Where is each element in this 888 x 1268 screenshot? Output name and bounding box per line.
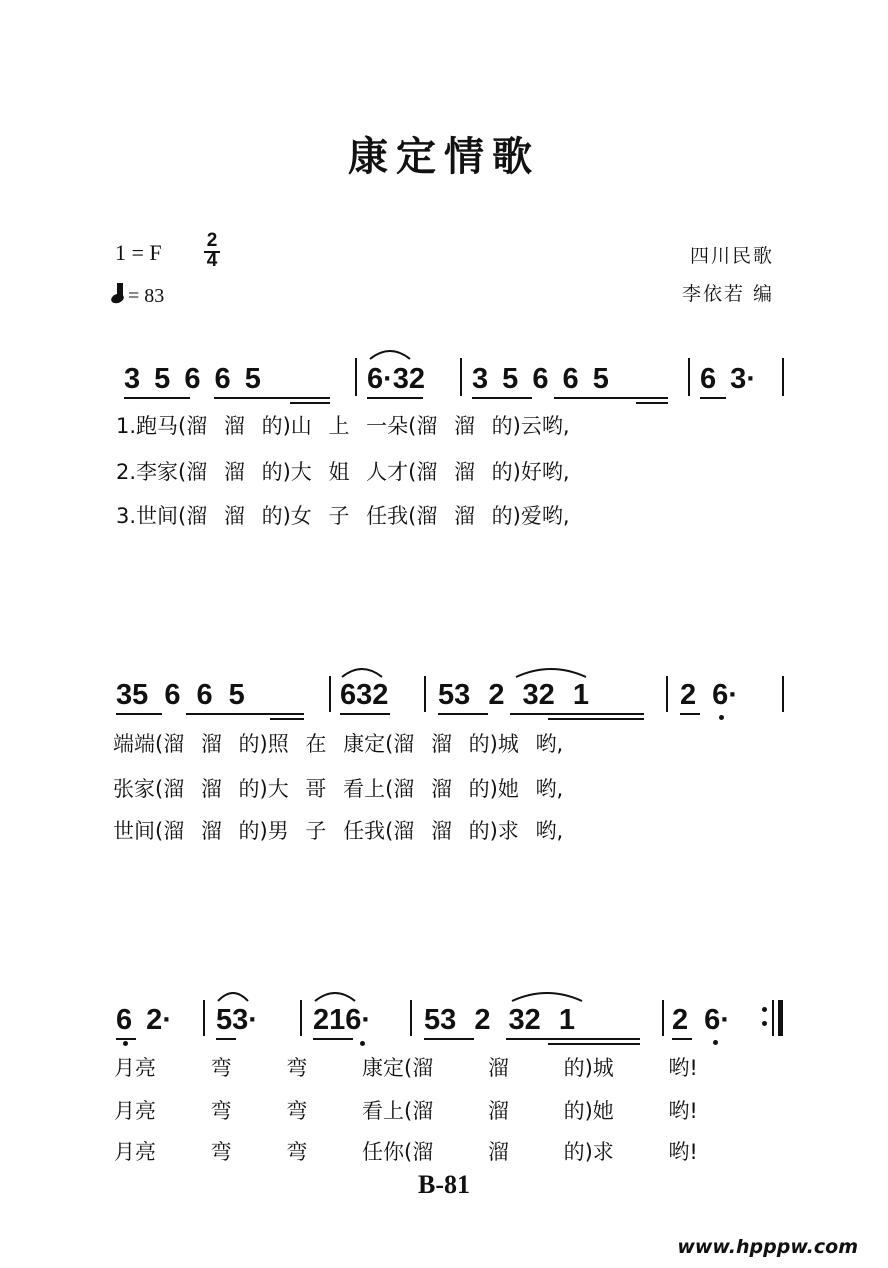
beam bbox=[472, 397, 532, 399]
beam bbox=[636, 402, 668, 404]
barline bbox=[460, 358, 462, 396]
slur bbox=[368, 346, 412, 360]
measure-1: 3 5 6 6 5 bbox=[124, 363, 261, 395]
watermark: www.hpppw.com bbox=[677, 1236, 858, 1258]
repeat-dot bbox=[762, 1007, 767, 1012]
beam bbox=[548, 1043, 640, 1045]
slur bbox=[510, 988, 584, 1002]
low-octave-dot bbox=[123, 1041, 128, 1046]
beam bbox=[367, 397, 423, 399]
measure-1: 6 2· bbox=[116, 1004, 172, 1036]
measure-3: 3 5 6 6 5 bbox=[472, 363, 609, 395]
final-barline-thick bbox=[778, 1000, 783, 1036]
time-signature-denominator: 4 bbox=[206, 250, 218, 271]
beam bbox=[548, 718, 644, 720]
beam bbox=[700, 397, 726, 399]
barline bbox=[355, 358, 357, 396]
beam bbox=[510, 713, 644, 715]
beam bbox=[116, 1038, 136, 1040]
barline bbox=[410, 1000, 412, 1036]
measure-3: 216· bbox=[313, 1004, 372, 1036]
slur bbox=[340, 664, 384, 678]
measure-1: 35 6 6 5 bbox=[116, 679, 245, 711]
beam bbox=[116, 713, 162, 715]
beam bbox=[290, 402, 330, 404]
lyric-line: 张家(溜 溜 的)大 哥 看上(溜 溜 的)她 哟, bbox=[113, 777, 564, 801]
lyric-line: 月亮 弯 弯 任你(溜 溜 的)求 哟! bbox=[114, 1140, 698, 1164]
beam bbox=[424, 1038, 474, 1040]
barline bbox=[662, 1000, 664, 1036]
beam bbox=[506, 1038, 640, 1040]
barline bbox=[424, 676, 426, 712]
lyric-line: 月亮 弯 弯 看上(溜 溜 的)她 哟! bbox=[114, 1099, 698, 1123]
measure-4: 6 3· bbox=[700, 363, 756, 395]
low-octave-dot bbox=[713, 1040, 718, 1045]
song-arranger: 李依若 编 bbox=[681, 283, 774, 305]
beam bbox=[214, 397, 330, 399]
measure-2: 6·32 bbox=[367, 363, 426, 395]
lyric-line: 世间(溜 溜 的)男 子 任我(溜 溜 的)求 哟, bbox=[113, 819, 564, 843]
page-number: B-81 bbox=[418, 1170, 470, 1199]
beam bbox=[438, 713, 488, 715]
final-barline-thin bbox=[772, 1000, 774, 1036]
barline bbox=[203, 1000, 205, 1036]
quarter-note-icon bbox=[110, 292, 125, 305]
song-title: 康定情歌 bbox=[348, 134, 540, 180]
slur bbox=[216, 988, 250, 1002]
measure-5: 2 6· bbox=[672, 1004, 730, 1036]
lyric-line: 1.跑马(溜 溜 的)山 上 一朵(溜 溜 的)云哟, bbox=[116, 414, 570, 438]
lyric-line: 端端(溜 溜 的)照 在 康定(溜 溜 的)城 哟, bbox=[113, 732, 564, 756]
beam bbox=[340, 713, 390, 715]
lyric-line: 月亮 弯 弯 康定(溜 溜 的)城 哟! bbox=[114, 1056, 698, 1080]
song-origin: 四川民歌 bbox=[689, 245, 774, 267]
measure-4: 53 2 32 1 bbox=[424, 1004, 575, 1036]
lyric-line: 2.李家(溜 溜 的)大 姐 人才(溜 溜 的)好哟, bbox=[116, 460, 570, 484]
beam bbox=[313, 1038, 353, 1040]
repeat-dot bbox=[762, 1021, 767, 1026]
barline bbox=[782, 358, 784, 396]
measure-2: 632 bbox=[340, 679, 389, 711]
slur bbox=[313, 988, 357, 1002]
beam bbox=[124, 397, 190, 399]
tempo-marking: = 83 bbox=[128, 285, 165, 307]
beam bbox=[270, 718, 304, 720]
low-octave-dot bbox=[719, 715, 724, 720]
barline bbox=[329, 676, 331, 712]
time-signature-numerator: 2 bbox=[206, 230, 218, 251]
beam bbox=[680, 713, 700, 715]
beam bbox=[186, 713, 304, 715]
beam bbox=[672, 1038, 692, 1040]
barline bbox=[688, 358, 690, 396]
slur bbox=[514, 664, 588, 678]
low-octave-dot bbox=[360, 1041, 365, 1046]
beam bbox=[554, 397, 668, 399]
barline bbox=[666, 676, 668, 712]
beam bbox=[216, 1038, 236, 1040]
barline bbox=[300, 1000, 302, 1036]
measure-2: 53· bbox=[216, 1004, 258, 1036]
lyric-line: 3.世间(溜 溜 的)女 子 任我(溜 溜 的)爱哟, bbox=[116, 504, 570, 528]
measure-3: 53 2 32 1 bbox=[438, 679, 589, 711]
measure-4: 2 6· bbox=[680, 679, 738, 711]
barline bbox=[782, 676, 784, 712]
key-signature: 1 = F bbox=[115, 240, 162, 265]
